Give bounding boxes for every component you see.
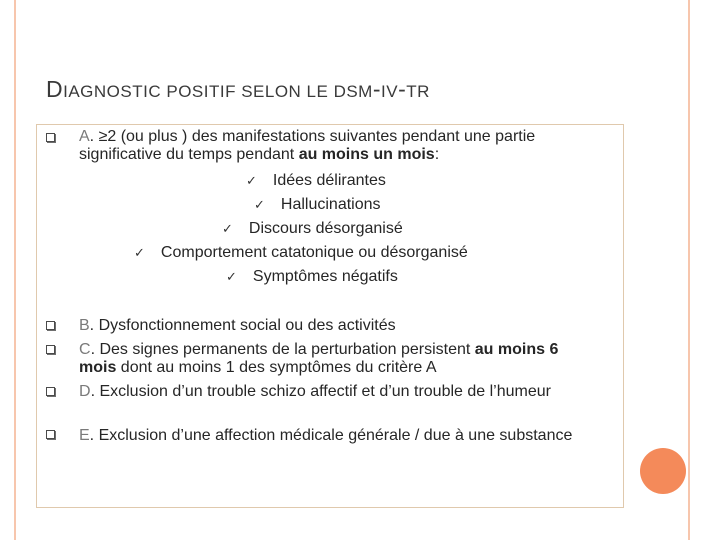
- criterion-letter: C: [79, 341, 91, 358]
- criterion-d: [79, 383, 589, 401]
- checkmark-icon: ✓: [226, 269, 237, 284]
- symptom-item: [222, 220, 403, 238]
- criterion-a: [79, 128, 589, 164]
- checkmark-icon: ✓: [134, 245, 145, 260]
- symptom-item: [246, 172, 386, 190]
- criterion-c: [79, 341, 589, 377]
- bullet-icon: [46, 430, 55, 439]
- bullet-icon: [46, 345, 55, 354]
- title-dash-2: -: [398, 76, 407, 102]
- bullet-icon: [46, 321, 55, 330]
- title-initial: D: [46, 76, 64, 102]
- criterion-text: . Exclusion d’une affection médicale générale / due à une substance: [89, 427, 573, 444]
- symptom-label: Discours désorganisé: [248, 220, 403, 237]
- checkmark-icon: ✓: [254, 197, 265, 212]
- slide-title: [46, 76, 430, 103]
- checkmark-icon: ✓: [222, 221, 233, 236]
- criterion-text-end: dont au moins 1 des symptômes du critère A: [116, 359, 437, 376]
- bullet-icon: [46, 133, 55, 142]
- criterion-e: [79, 427, 589, 445]
- bullet-icon: [46, 387, 55, 396]
- accent-circle: [640, 448, 686, 494]
- symptom-item: [134, 244, 468, 262]
- criterion-text: . Dysfonctionnement social ou des activités: [89, 317, 396, 334]
- criterion-emphasis: au moins 6 mois: [79, 341, 559, 376]
- criterion-text-end: :: [434, 146, 440, 163]
- symptom-label: Symptômes négatifs: [252, 268, 398, 285]
- criterion-letter: D: [79, 383, 91, 400]
- symptom-label: Idées délirantes: [272, 172, 386, 189]
- criterion-letter: B: [79, 317, 90, 334]
- criterion-letter: E: [79, 427, 90, 444]
- title-iv: IV: [381, 82, 399, 101]
- criterion-text: . Des signes permanents de la perturbation persistent: [90, 341, 475, 358]
- symptom-label: Comportement catatonique ou désorganisé: [160, 244, 468, 261]
- title-rest: IAGNOSTIC POSITIF SELON LE DSM: [63, 82, 373, 101]
- criterion-text: . ≥2 (ou plus ) des manifestations suivantes pendant une partie significative du temps pendant: [79, 128, 536, 163]
- frame-line-left: [14, 0, 16, 540]
- symptom-label: Hallucinations: [280, 196, 381, 213]
- criterion-letter: A: [79, 128, 90, 145]
- frame-line-right: [688, 0, 690, 540]
- title-dash-1: -: [372, 76, 382, 102]
- symptom-item: [226, 268, 398, 286]
- criterion-text: . Exclusion d’un trouble schizo affectif et d’un trouble de l’humeur: [90, 383, 551, 400]
- symptom-item: [254, 196, 381, 214]
- title-tr: TR: [406, 82, 430, 101]
- criterion-b: [79, 317, 589, 335]
- criterion-emphasis: au moins un mois: [298, 146, 435, 163]
- checkmark-icon: ✓: [246, 173, 257, 188]
